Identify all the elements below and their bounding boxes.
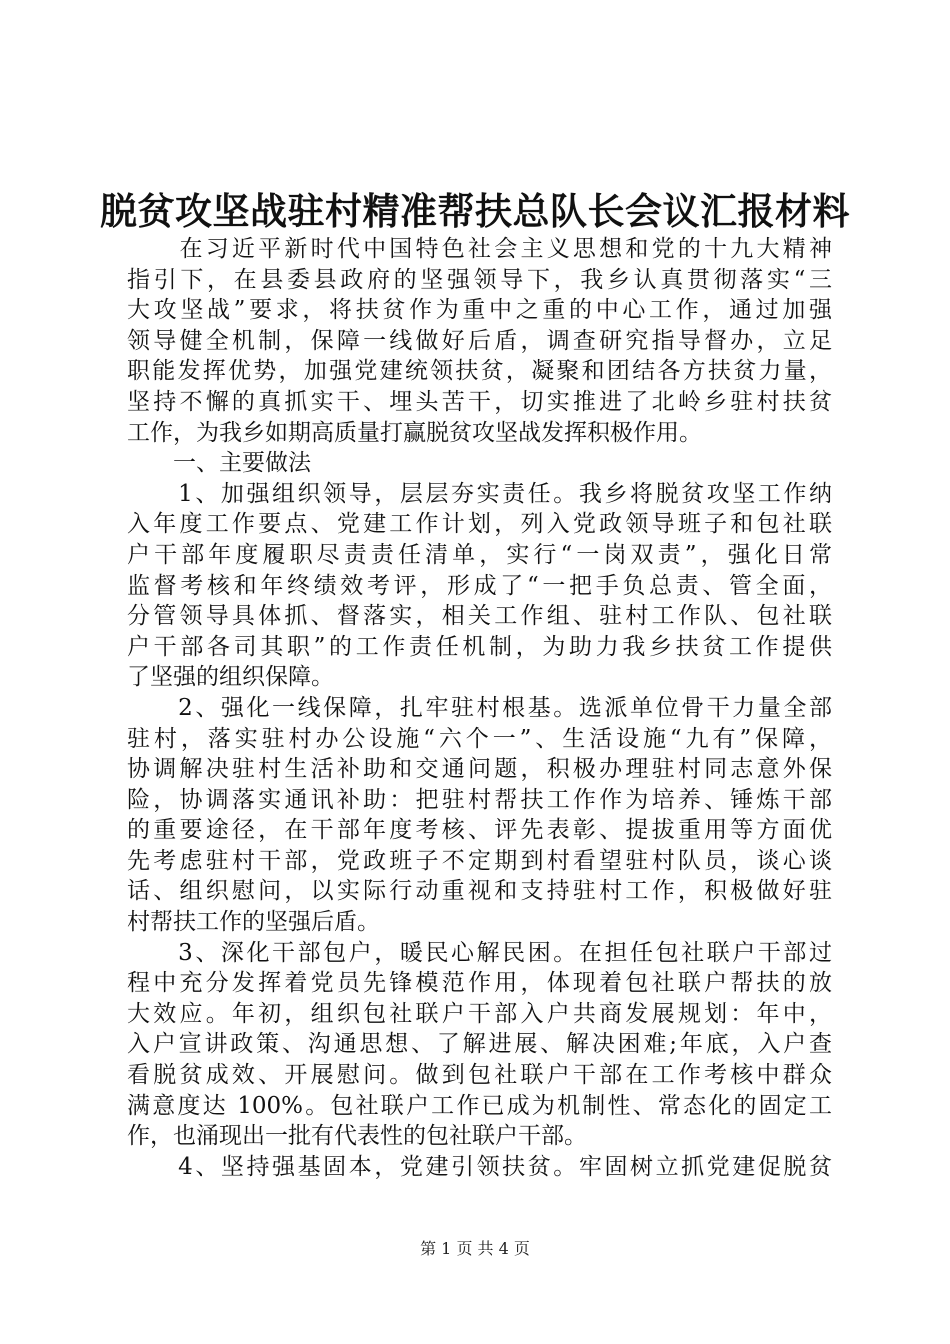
body-line: 作，也涌现出一批有代表性的包社联户干部。 <box>127 1123 587 1150</box>
body-line: 了坚强的组织保障。 <box>127 664 334 691</box>
body-line: 的重要途径，在干部年度考核、评先表彰、提拔重用等方面优 <box>127 817 832 844</box>
body-line: 分管领导具体抓、督落实，相关工作组、驻村工作队、包社联 <box>127 603 832 630</box>
body-line: 户干部年度履职尽责责任清单，实行“一岗双责”，强化日常 <box>127 541 832 568</box>
body-line: 监督考核和年终绩效考评，形成了“一把手负总责、管全面， <box>127 572 832 599</box>
body-line: 入户宣讲政策、沟通思想、了解进展、解决困难;年底，入户查 <box>127 1031 832 1058</box>
body-line: 户干部各司其职”的工作责任机制，为助力我乡扶贫工作提供 <box>127 633 832 660</box>
body-line: 指引下，在县委县政府的坚强领导下，我乡认真贯彻落实“三 <box>127 266 832 293</box>
body-line: 4、坚持强基固本，党建引领扶贫。牢固树立抓党建促脱贫 <box>127 1153 832 1180</box>
body-line: 职能发挥优势，加强党建统领扶贫，凝聚和团结各方扶贫力量， <box>127 358 832 385</box>
body-line: 程中充分发挥着党员先锋模范作用，体现着包社联户帮扶的放 <box>127 970 832 997</box>
page-footer: 第 1 页 共 4 页 <box>420 1239 530 1258</box>
body-line: 大攻坚战”要求，将扶贫作为重中之重的中心工作，通过加强 <box>127 297 832 324</box>
body-line: 先考虑驻村干部，党政班子不定期到村看望驻村队员，谈心谈 <box>127 847 832 874</box>
body-line: 村帮扶工作的坚强后盾。 <box>127 909 380 936</box>
body-line: 驻村，落实驻村办公设施“六个一”、生活设施“九有”保障， <box>127 725 832 752</box>
body-line: 领导健全机制，保障一线做好后盾，调查研究指导督办，立足 <box>127 327 832 354</box>
document-body <box>127 234 832 1182</box>
body-line: 话、组织慰问，以实际行动重视和支持驻村工作，积极做好驻 <box>127 878 832 905</box>
body-line: 2、强化一线保障，扎牢驻村根基。选派单位骨干力量全部 <box>127 694 832 721</box>
body-line: 险，协调落实通讯补助：把驻村帮扶工作作为培养、锤炼干部 <box>127 786 832 813</box>
body-line: 3、深化干部包户，暖民心解民困。在担任包社联户干部过 <box>127 939 832 966</box>
body-line: 工作，为我乡如期高质量打赢脱贫攻坚战发挥积极作用。 <box>127 419 702 446</box>
body-line: 坚持不懈的真抓实干、埋头苦干，切实推进了北岭乡驻村扶贫 <box>127 388 832 415</box>
document-title: 脱贫攻坚战驻村精准帮扶总队长会议汇报材料 <box>100 189 850 233</box>
body-line: 协调解决驻村生活补助和交通问题，积极办理驻村同志意外保 <box>127 756 832 783</box>
body-line: 1、加强组织领导，层层夯实责任。我乡将脱贫攻坚工作纳 <box>127 480 832 507</box>
body-line: 入年度工作要点、党建工作计划，列入党政领导班子和包社联 <box>127 511 832 538</box>
body-line: 大效应。年初，组织包社联户干部入户共商发展规划：年中， <box>127 1000 832 1027</box>
body-line: 满意度达 100%。包社联户工作已成为机制性、常态化的固定工 <box>127 1092 832 1119</box>
body-line: 在习近平新时代中国特色社会主义思想和党的十九大精神 <box>127 236 832 262</box>
body-line: 看脱贫成效、开展慰问。做到包社联户干部在工作考核中群众 <box>127 1062 832 1089</box>
body-line: 一、主要做法 <box>127 450 311 477</box>
